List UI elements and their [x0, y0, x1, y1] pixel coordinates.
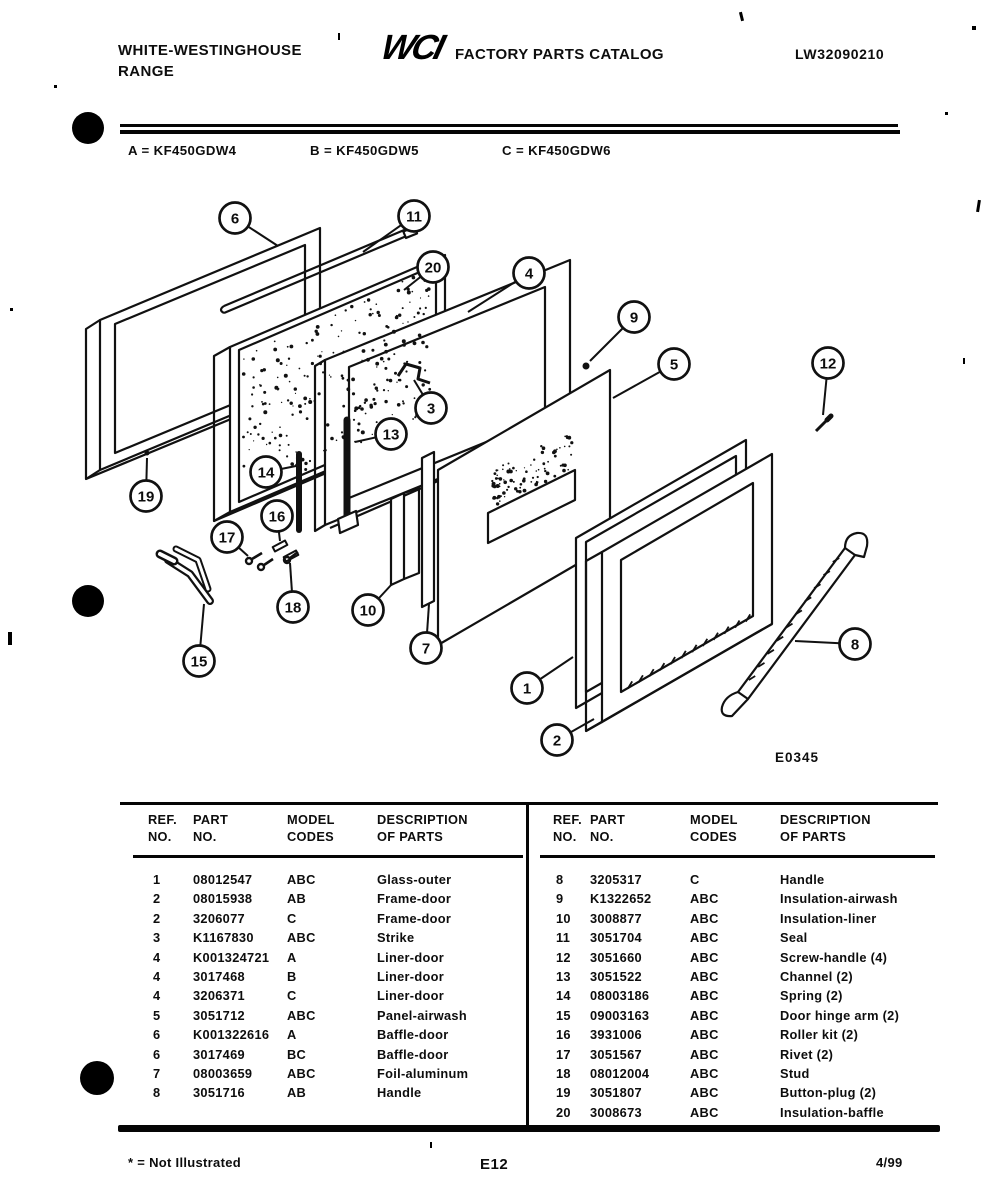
table-cell: 6: [153, 1027, 161, 1043]
table-cell: Channel (2): [780, 968, 853, 984]
table-cell: 3017468: [193, 968, 245, 984]
table-row: [135, 930, 523, 949]
table-cell: 17: [556, 1046, 571, 1062]
table-cell: 11: [556, 930, 571, 946]
callout-11: [363, 201, 430, 253]
svg-text:14: 14: [257, 464, 275, 482]
table-cell: Door hinge arm (2): [780, 1007, 900, 1023]
table-cell: ABC: [287, 872, 316, 887]
table-cell: A: [287, 1027, 297, 1043]
table-cell: C: [287, 910, 297, 926]
table-cell: 08003186: [590, 988, 650, 1004]
table-row: [135, 1047, 523, 1066]
table-cell: ABC: [287, 1007, 316, 1023]
table-cell: A: [287, 949, 297, 965]
col-header-part: PART NO.: [193, 812, 229, 844]
table-cell: 3017469: [193, 1046, 245, 1062]
table-row: [135, 969, 523, 988]
table-row: [135, 911, 523, 930]
table-cell: 18: [556, 1065, 571, 1081]
table-cell: Frame-door: [377, 891, 452, 907]
document-number: LW32090210: [795, 46, 885, 62]
callout-2: [542, 719, 595, 756]
table-row: [540, 988, 935, 1007]
table-cell: K001324721: [193, 949, 270, 965]
svg-text:13: 13: [382, 426, 400, 444]
table-row: [540, 911, 935, 930]
table-cell: 08012004: [590, 1065, 650, 1081]
callout-18: [278, 563, 309, 623]
col-header-model: MODEL CODES: [287, 812, 335, 844]
callout-5: [613, 349, 690, 399]
brand-line2: RANGE: [118, 63, 175, 80]
callout-1: [512, 657, 574, 704]
table-cell: ABC: [690, 949, 719, 965]
callout-7: [411, 604, 442, 664]
table-row: [135, 1085, 523, 1104]
table-row: [540, 1027, 935, 1046]
table-row: [540, 1085, 935, 1104]
table-cell: 20: [556, 1104, 571, 1120]
table-cell: 8: [556, 872, 564, 887]
table-cell: Rivet (2): [780, 1046, 834, 1062]
table-cell: Frame-door: [377, 910, 452, 926]
page-rule-bottom: [118, 1125, 940, 1132]
svg-text:7: 7: [421, 640, 431, 658]
model-code-a: A = KF450GDW4: [128, 143, 237, 158]
table-cell: 13: [556, 968, 571, 984]
table-cell: 16: [556, 1027, 571, 1043]
page-number: E12: [480, 1156, 509, 1173]
svg-text:12: 12: [819, 355, 837, 373]
table-row: [135, 988, 523, 1007]
revision-date: 4/99: [876, 1155, 903, 1170]
table-cell: Insulation-airwash: [780, 891, 898, 907]
svg-text:19: 19: [137, 488, 155, 506]
table-cell: 2: [153, 891, 161, 907]
table-cell: Roller kit (2): [780, 1027, 859, 1043]
table-row: [135, 1066, 523, 1085]
col-header-part: PART NO.: [590, 812, 626, 844]
table-cell: 9: [556, 891, 564, 907]
table-cell: ABC: [690, 968, 719, 984]
table-row: [135, 1027, 523, 1046]
table-cell: 3051716: [193, 1085, 245, 1101]
table-cell: C: [690, 872, 700, 887]
table-cell: 3051660: [590, 949, 642, 965]
table-cell: Button-plug (2): [780, 1085, 877, 1101]
table-divider: [526, 803, 529, 1132]
table-cell: Liner-door: [377, 949, 444, 965]
table-cell: 1: [153, 872, 161, 887]
table-cell: Handle: [377, 1085, 422, 1101]
wci-logo: WCI: [377, 28, 447, 67]
callout-16: [262, 501, 293, 542]
table-row: [540, 1008, 935, 1027]
table-cell: 6: [153, 1046, 161, 1062]
svg-text:18: 18: [284, 599, 302, 617]
table-row: [540, 1047, 935, 1066]
table-cell: Strike: [377, 930, 415, 946]
table-cell: ABC: [287, 1065, 316, 1081]
table-row: [540, 1105, 935, 1124]
callout-19: [131, 458, 162, 512]
parts-table-right: [540, 812, 935, 1120]
callout-8: [795, 629, 871, 660]
table-row: [540, 891, 935, 910]
table-row: [540, 950, 935, 969]
table-cell: Screw-handle (4): [780, 949, 888, 965]
table-cell: Handle: [780, 872, 825, 887]
table-cell: Liner-door: [377, 968, 444, 984]
table-cell: ABC: [690, 891, 719, 907]
table-cell: C: [287, 988, 297, 1004]
col-header-desc: DESCRIPTION OF PARTS: [377, 812, 468, 844]
svg-text:20: 20: [424, 259, 442, 277]
table-cell: Glass-outer: [377, 872, 452, 887]
svg-text:8: 8: [850, 636, 860, 654]
parts-table-left: [135, 812, 523, 1101]
table-cell: 3: [153, 930, 161, 946]
svg-text:16: 16: [268, 508, 286, 526]
table-cell: 10: [556, 910, 571, 926]
table-cell: Insulation-liner: [780, 910, 877, 926]
table-cell: 5: [153, 1007, 161, 1023]
table-cell: B: [287, 968, 297, 984]
figure-code: E0345: [775, 750, 820, 765]
table-cell: 14: [556, 988, 571, 1004]
table-header: [135, 812, 523, 852]
table-cell: 3051807: [590, 1085, 642, 1101]
table-cell: 3931006: [590, 1027, 642, 1043]
col-header-ref: REF. NO.: [148, 812, 177, 844]
table-cell: 2: [153, 910, 161, 926]
catalog-title: FACTORY PARTS CATALOG: [455, 46, 664, 63]
table-row: [135, 1008, 523, 1027]
table-cell: Baffle-door: [377, 1046, 449, 1062]
table-cell: Liner-door: [377, 988, 444, 1004]
svg-text:15: 15: [190, 653, 208, 671]
col-header-model: MODEL CODES: [690, 812, 738, 844]
table-cell: AB: [287, 891, 307, 907]
table-header-rule-left: [133, 855, 523, 858]
table-cell: Foil-aluminum: [377, 1065, 469, 1081]
table-cell: ABC: [690, 1027, 719, 1043]
svg-text:9: 9: [629, 309, 639, 327]
table-cell: ABC: [690, 1046, 719, 1062]
table-cell: 4: [153, 949, 161, 965]
svg-text:17: 17: [218, 529, 236, 547]
table-cell: BC: [287, 1046, 307, 1062]
table-cell: ABC: [690, 910, 719, 926]
table-row: [540, 872, 935, 891]
table-cell: Stud: [780, 1065, 810, 1081]
table-row: [135, 950, 523, 969]
table-cell: 3205317: [590, 872, 642, 887]
svg-text:6: 6: [230, 210, 240, 228]
svg-text:1: 1: [522, 680, 532, 698]
svg-text:3: 3: [426, 400, 436, 418]
table-cell: 3206371: [193, 988, 245, 1004]
not-illustrated-note: * = Not Illustrated: [128, 1155, 241, 1170]
table-row: [540, 930, 935, 949]
callout-15: [184, 604, 215, 677]
table-rule-top: [120, 802, 938, 805]
svg-text:5: 5: [669, 356, 679, 374]
model-code-b: B = KF450GDW5: [310, 143, 419, 158]
table-cell: Seal: [780, 930, 808, 946]
table-header-rule-right: [540, 855, 935, 858]
table-cell: 3008877: [590, 910, 642, 926]
table-row: [135, 872, 523, 891]
table-row: [540, 969, 935, 988]
table-cell: ABC: [690, 1007, 719, 1023]
table-cell: 3051567: [590, 1046, 642, 1062]
svg-text:4: 4: [524, 265, 534, 283]
col-header-ref: REF. NO.: [553, 812, 582, 844]
table-header: [540, 812, 935, 852]
table-cell: Spring (2): [780, 988, 843, 1004]
table-cell: ABC: [287, 930, 316, 946]
svg-text:11: 11: [406, 208, 422, 226]
callout-9: [590, 302, 650, 362]
table-cell: 3051704: [590, 930, 642, 946]
table-cell: ABC: [690, 930, 719, 946]
callout-10: [353, 584, 393, 626]
brand-line1: WHITE-WESTINGHOUSE: [118, 42, 302, 59]
table-cell: K1167830: [193, 930, 254, 946]
table-cell: AB: [287, 1085, 307, 1101]
table-cell: 3051522: [590, 968, 642, 984]
table-cell: 7: [153, 1065, 161, 1081]
svg-text:10: 10: [359, 602, 377, 620]
table-cell: 15: [556, 1007, 571, 1023]
table-body: [540, 872, 935, 1124]
table-cell: Panel-airwash: [377, 1007, 467, 1023]
table-body: [135, 872, 523, 1105]
callout-12: [813, 348, 844, 416]
svg-text:2: 2: [552, 732, 562, 750]
table-row: [135, 891, 523, 910]
table-cell: 12: [556, 949, 571, 965]
table-cell: K1322652: [590, 891, 652, 907]
table-cell: 08003659: [193, 1065, 253, 1081]
table-cell: ABC: [690, 1104, 719, 1120]
model-code-c: C = KF450GDW6: [502, 143, 611, 158]
table-cell: ABC: [690, 988, 719, 1004]
col-header-desc: DESCRIPTION OF PARTS: [780, 812, 871, 844]
table-cell: 4: [153, 968, 161, 984]
table-cell: Insulation-baffle: [780, 1104, 884, 1120]
callout-6: [220, 203, 279, 247]
table-cell: 19: [556, 1085, 571, 1101]
table-cell: 08012547: [193, 872, 253, 887]
table-cell: 3051712: [193, 1007, 245, 1023]
table-cell: 09003163: [590, 1007, 650, 1023]
table-cell: K001322616: [193, 1027, 270, 1043]
table-cell: Baffle-door: [377, 1027, 449, 1043]
table-row: [540, 1066, 935, 1085]
table-cell: 08015938: [193, 891, 253, 907]
table-cell: 8: [153, 1085, 161, 1101]
table-cell: ABC: [690, 1085, 719, 1101]
table-cell: ABC: [690, 1065, 719, 1081]
callout-17: [212, 522, 249, 557]
table-cell: 4: [153, 988, 161, 1004]
table-cell: 3206077: [193, 910, 245, 926]
table-cell: 3008673: [590, 1104, 642, 1120]
